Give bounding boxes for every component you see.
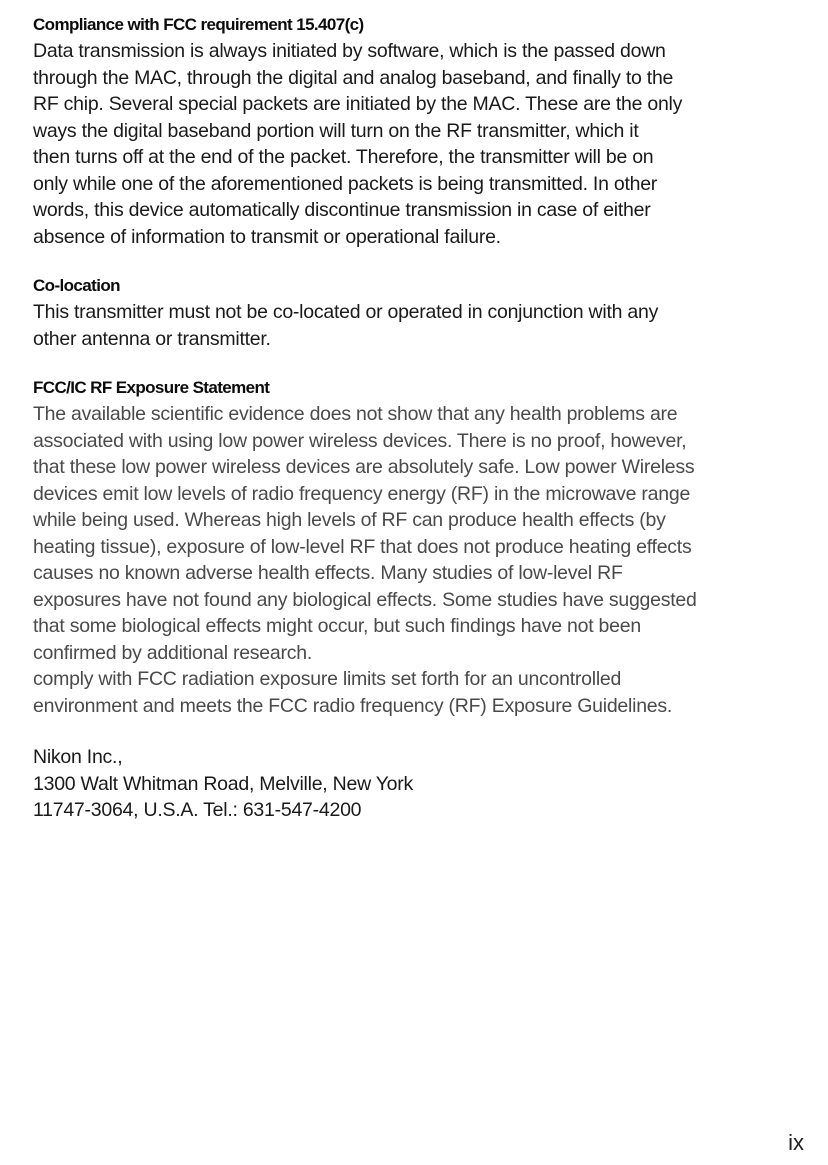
paragraph-line: then turns off at the end of the packet. Therefore, the transmitter will be on xyxy=(33,146,654,168)
paragraph-line: confirmed by additional research. xyxy=(33,641,312,664)
paragraph-line: that some biological effects might occur, but such findings have not been xyxy=(33,615,641,637)
paragraph-line: absence of information to transmit or operational failure. xyxy=(33,225,501,248)
co-location-section xyxy=(33,275,763,352)
document-page xyxy=(33,14,763,849)
fcc-compliance-heading: Compliance with FCC requirement 15.407(c) xyxy=(33,15,364,34)
manufacturer-address xyxy=(33,744,763,824)
paragraph-line: This transmitter must not be co-located or operated in conjunction with any xyxy=(33,301,659,323)
paragraph-line: ways the digital baseband portion will turn on the RF transmitter, which it xyxy=(33,119,639,142)
paragraph-line: associated with using low power wireless devices. There is no proof, however, xyxy=(33,429,687,452)
paragraph-line: through the MAC, through the digital and analog baseband, and finally to the xyxy=(33,66,674,89)
company-name: Nikon Inc., xyxy=(33,746,123,768)
fcc-compliance-paragraph xyxy=(33,38,763,250)
paragraph-line: causes no known adverse health effects. Many studies of low-level RF xyxy=(33,562,623,584)
paragraph-line: RF chip. Several special packets are initiated by the MAC. These are the only xyxy=(33,93,683,115)
street-address: 1300 Walt Whitman Road, Melville, New York xyxy=(33,772,414,795)
paragraph-line: while being used. Whereas high levels of RF can produce health effects (by xyxy=(33,509,666,531)
paragraph-line: heating tissue), exposure of low-level RF that does not produce heating effects xyxy=(33,535,692,558)
paragraph-line: comply with FCC radiation exposure limits set forth for an uncontrolled xyxy=(33,668,622,690)
page-number: ix xyxy=(788,1130,804,1155)
fcc-compliance-section xyxy=(33,14,763,250)
paragraph-line: exposures have not found any biological effects. Some studies have suggested xyxy=(33,588,697,611)
co-location-heading: Co-location xyxy=(33,276,120,295)
paragraph-line: only while one of the aforementioned packets is being transmitted. In other xyxy=(33,172,658,195)
paragraph-line: words, this device automatically discontinue transmission in case of either xyxy=(33,199,651,221)
rf-exposure-section xyxy=(33,377,763,719)
co-location-paragraph xyxy=(33,299,763,352)
postal-and-phone: 11747-3064, U.S.A. Tel.: 631-547-4200 xyxy=(33,799,362,821)
rf-exposure-paragraph xyxy=(33,401,763,719)
address-block xyxy=(33,744,763,824)
paragraph-line: other antenna or transmitter. xyxy=(33,327,271,350)
paragraph-line: The available scientific evidence does not show that any health problems are xyxy=(33,403,678,425)
paragraph-line: devices emit low levels of radio frequency energy (RF) in the microwave range xyxy=(33,482,691,505)
paragraph-line: Data transmission is always initiated by software, which is the passed down xyxy=(33,40,666,62)
paragraph-line: that these low power wireless devices are absolutely safe. Low power Wireless xyxy=(33,456,695,478)
rf-exposure-heading: FCC/IC RF Exposure Statement xyxy=(33,378,270,397)
paragraph-line: environment and meets the FCC radio frequency (RF) Exposure Guidelines. xyxy=(33,694,673,717)
